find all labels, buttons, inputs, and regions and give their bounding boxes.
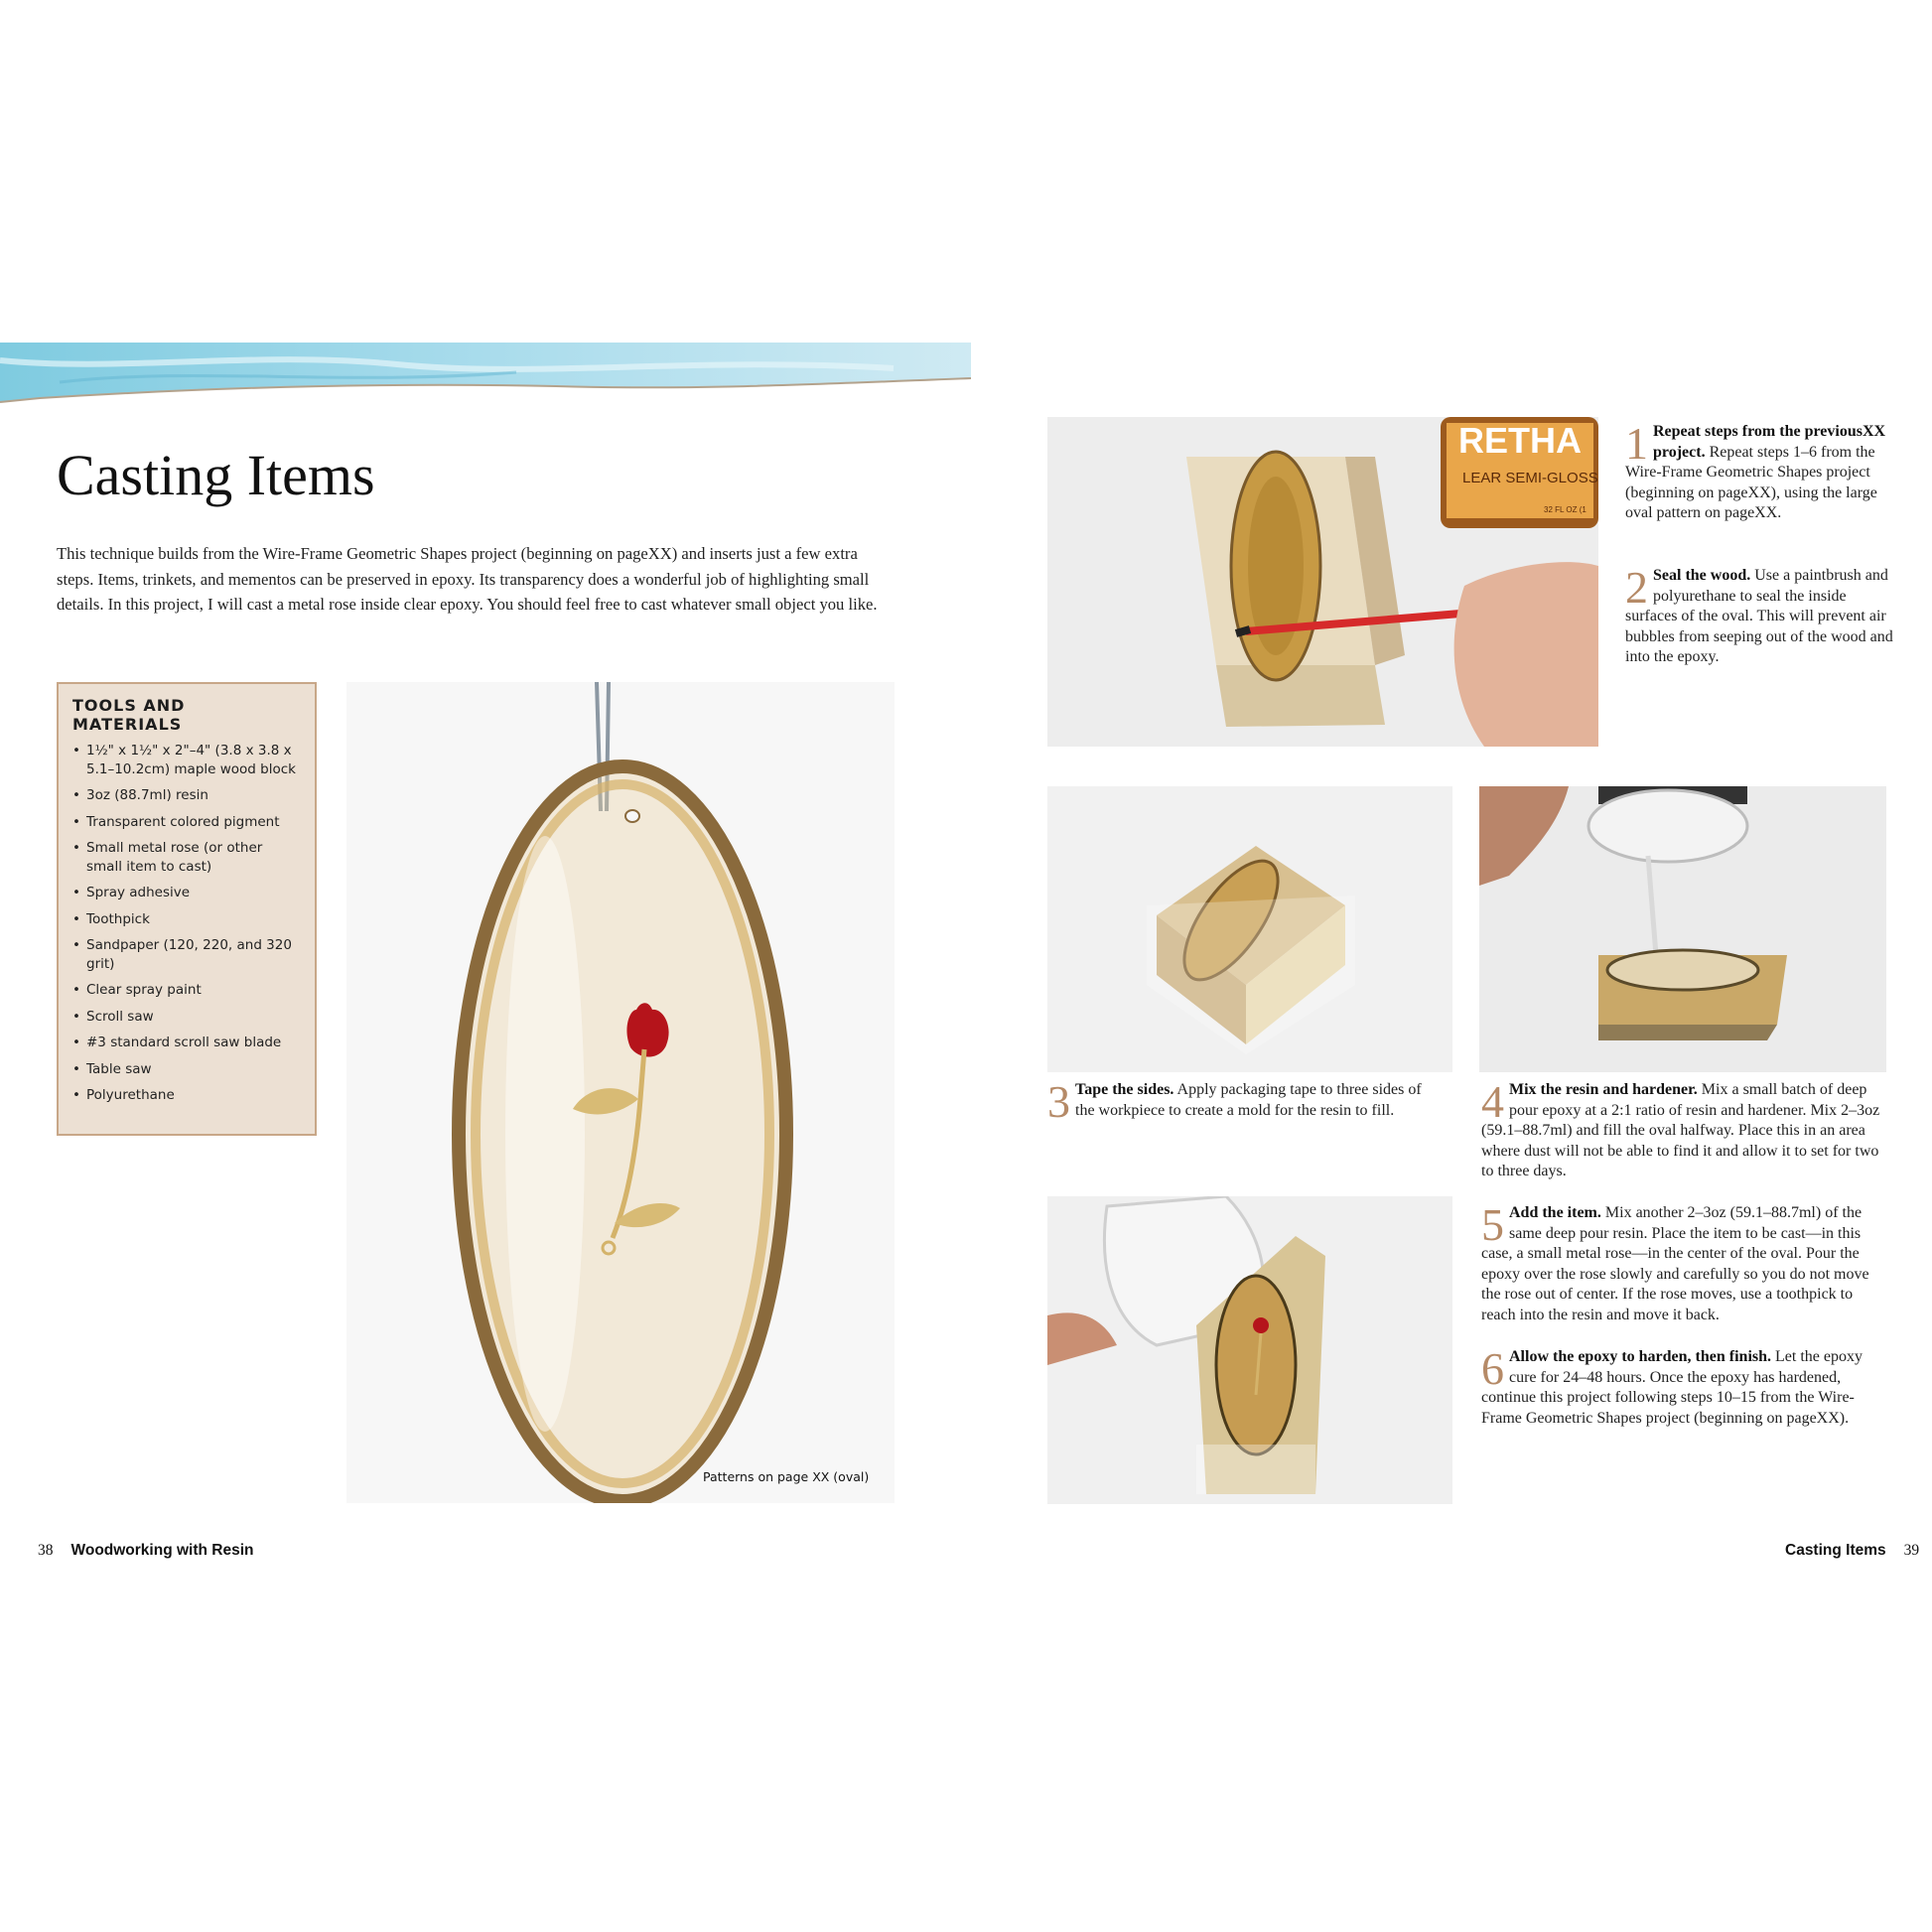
book-title: Woodworking with Resin [70,1542,254,1559]
polyurethane-can-icon [1441,417,1598,528]
step-body: Mix a small batch of deep pour epoxy at a 2:1 ratio of resin and hardener. Mix 2–3oz (59.1–88.7ml) and fill the oval halfway. Place this in an area where dust will not be able to find it and allow it to set for two to three days. [1481,1081,1880,1179]
step-body: Apply packaging tape to three sides of the workpiece to create a mold for the resin to fill. [1075,1081,1422,1119]
step-1-2-photo [1047,417,1598,747]
tools-item: • Scroll saw [72,1008,301,1027]
tools-item: • 1½" x 1½" x 2"–4" (3.8 x 3.8 x 5.1–10.2cm) maple wood block [72,742,301,778]
tools-item: • Sandpaper (120, 220, and 320 grit) [72,936,301,973]
step-body: Mix another 2–3oz (59.1–88.7ml) of the same deep pour resin. Place the item to be cast—in this case, a small metal rose—in the center of the oval. Pour the epoxy over the rose slowly and carefully so you do not move the rose out of center. If the rose moves, use a toothpick to reach into the resin and move it back. [1481,1204,1869,1323]
step-5-photo [1047,1196,1452,1504]
can-label-small: 32 FL OZ (1 [1544,505,1587,514]
tools-item: • 3oz (88.7ml) resin [72,786,301,805]
step-number: 3 [1047,1076,1070,1127]
can-label-sub: LEAR SEMI-GLOSS [1462,470,1598,486]
tools-item: • Toothpick [72,910,301,929]
tools-list [72,742,301,1105]
step-6 [1481,1343,1888,1429]
tools-heading: TOOLS AND MATERIALS [72,696,186,734]
ornament-photo [346,682,895,1503]
tools-item: • Transparent colored pigment [72,813,301,832]
footer-right [1767,1542,1919,1560]
step-4-photo [1479,786,1886,1072]
step-3 [1047,1076,1445,1127]
step-4 [1481,1076,1888,1182]
step-title: Tape the sides. [1075,1081,1174,1098]
tools-item: • Polyurethane [72,1086,301,1105]
step-number: 6 [1481,1343,1504,1394]
page-title: Casting Items [57,443,375,507]
step-number: 4 [1481,1076,1504,1127]
can-label-top: RETHA [1458,420,1582,461]
photo-caption: Patterns on page XX (oval) [703,1469,870,1484]
tools-and-materials-box [57,682,317,1136]
footer-left [38,1542,272,1560]
step-body: Repeat steps 1–6 from the Wire-Frame Geometric Shapes project (beginning on pageXX), using the large oval pattern on pageXX. [1625,443,1877,521]
watercolor-banner [0,343,971,406]
chapter-title: Casting Items [1785,1542,1886,1559]
tools-item: • Small metal rose (or other small item to cast) [72,839,301,876]
page-number-right: 39 [1903,1542,1920,1559]
step-2 [1625,562,1893,668]
step-body: Let the epoxy cure for 24–48 hours. Once the epoxy has hardened, continue this project following steps 10–15 from the Wire-Frame Geometric Shapes project (beginning on pageXX). [1481,1348,1863,1427]
step-title: Repeat steps from the previousXX project. [1653,423,1886,461]
intro-paragraph: This technique builds from the Wire-Frame Geometric Shapes project (beginning on pageXX) and inserts just a few extra steps. Items, trinkets, and mementos can be preserved in epoxy. Its transparency does a wonderful job of highlighting small details. In this project, I will cast a metal rose inside clear epoxy. You should feel free to cast whatever small object you like. [57,544,878,614]
step-1 [1625,418,1893,524]
step-number: 2 [1625,562,1648,613]
step-3-photo [1047,786,1452,1072]
tools-item: • Spray adhesive [72,884,301,902]
step-title: Add the item. [1509,1204,1601,1221]
tools-item: • #3 standard scroll saw blade [72,1034,301,1052]
tools-item: • Clear spray paint [72,981,301,1000]
page-number-left: 38 [38,1542,54,1559]
step-title: Mix the resin and hardener. [1509,1081,1698,1098]
step-title: Allow the epoxy to harden, then finish. [1509,1348,1772,1365]
step-body: Use a paintbrush and polyurethane to seal the inside surfaces of the oval. This will prevent air bubbles from seeping out of the wood and into the epoxy. [1625,567,1893,665]
tools-item: • Table saw [72,1060,301,1079]
step-number: 1 [1625,418,1648,469]
step-5 [1481,1199,1888,1325]
step-number: 5 [1481,1199,1504,1250]
step-title: Seal the wood. [1653,567,1751,584]
